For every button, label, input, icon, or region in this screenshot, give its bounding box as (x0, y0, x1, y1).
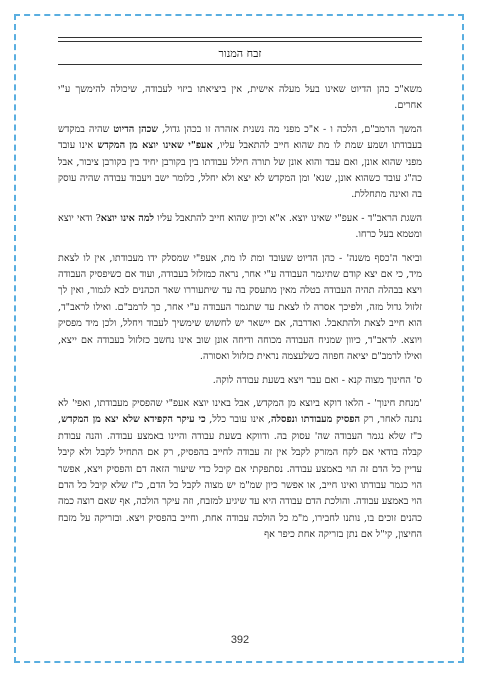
page-number: 392 (230, 634, 250, 646)
bold-run: למה אינו יוצא (100, 212, 155, 224)
text-run: שהיה במקדש בעבודתו ושמע שמת לו מת שהוא חייב להתאבל עליו, (58, 123, 423, 152)
bold-run: כי עיקר הקפידא שלא יצא מן המקדש (61, 414, 206, 426)
text-run: ס' החינוך מצוה קנא - ואם עבר ויצא בשעת עבודה לוקה. (212, 374, 422, 386)
text-run: המשך הרמב"ם, הלכה ו - א"כ מפני מה נשנית אזהרה זו בכהן גדול, (158, 123, 422, 135)
paragraph (58, 373, 422, 389)
text-run: , אינו עובר כלל, (205, 414, 271, 426)
paragraph (58, 122, 422, 204)
paragraph (58, 211, 422, 244)
text-run: וביאר ה'כסף משנה' - כהן הדיוט שעובד ומת לו מת, אעפ"י שמסלק ידו מעבודתו, אין לו לצאת מיד, כי אם יצא קודם שתיגמר העבודה ע"י אחר, נראה כמזלזל בעבודה, ועוד אם כשיפסיק העבודה ויצא בבהלה תהיה העבודה בטלה מאין מתעסק בה עד שיתעוררו שאר הכהנים לבא לגמור, ואין לך זלזול גדול מזה, ולפיכך אסרה לו לצאת עד שתגמר העבודה ע"י אחר, כך לרמב"ם. ואילו לראב"ד, הוא חייב לצאת ולהתאבל. ואדרבה, אם יישאר יש לחשוש שימשיך לעבוד ויחלל, ולכן מיד מפסיק ויוצא. לראב"ד, כיוון שמניח העבודה מכוחה ודיחה אונן שוב אינו נחשב כזלזול בעבודה אם ייצא, ואילו לרמב"ם יציאה חפוזה כשלעצמה נראית כזלזול ואסורה. (58, 252, 422, 363)
text-run: , כ"ז שלא נגמר העבודה שה' עסוק בה. ודווקא בשעת עבודה והיינו באמצע עבודה. והנה עבודת קבלה בודאי אם לקח המזרק לקבל אין זה עבודה לחייב בהפסיק, רק אם התחיל לקבל ולא קיבל עדיין כל הדם זה הוי באמצע עבודה. נסתפקתי אם קיבל כדי שיעור הזאה דם והפסיק ויצא, אפשר הוי כגמר עבודתו ואינו חייב, או אפשר כיון שמ"מ יש מצוה לקבל כל הדם, כ"ז שלא קיבל כל הדם הוי באמצע עבודה. והולכת הדם עבודה היא עד שיגיע למזבח, וזה עיקר הולכה, אף שאם רוצה כמה כהנים זוכים בו, נותנו לחבירו, מ"מ כל הולכה עבודה אחת, וחייב בהפסיק ויצא. ובזריקה על מזבח החיצון, קי"ל אם נתן בזריקה אחת כיפר אף (58, 414, 423, 541)
page-header (58, 37, 422, 71)
bold-run: שכהן הדיוט (113, 123, 159, 135)
header-rule (58, 64, 422, 65)
paragraph (58, 251, 422, 366)
text-run: משא"כ כהן הדיוט שאינו בעל מעלה אישית, אין ביציאתו ביזוי לעבודה, שיכולה להימשך ע"י אחרים. (58, 84, 422, 112)
text-run: 'מנחת חינוך' - הלאו דוקא ביוצא מן המקדש, אבל באינו יוצא אעפ"י שהפסיק מעבודתו, ואפי' לא נתנה לאחר, רק (58, 397, 423, 426)
bold-run: הפסיק מעבודתו ונפסלה (270, 414, 361, 426)
text-run: ? ודאי יוצא ומטמא בעל כרחו. (58, 212, 422, 241)
bold-run: אעפ"י שאינו יוצא מן המקדש (97, 140, 213, 152)
running-head: זבח המנור (218, 47, 262, 60)
paragraph (58, 396, 422, 544)
paragraph (58, 82, 422, 115)
text-run: אינו עובד מפני שהוא אונן, ואם עבד והוא אונן של תורה חילל עבודתו בין בקורבן יחיד בין בקורבן ציבור, אבל כה"ג עובד כשהוא אונן, שנא' ומן המקדש לא יצא ולא יחלל, כלומר ישב ויעבוד עבודה שהיה עוסק בה ואינה מתחללת. (58, 140, 422, 201)
text-run: השגת הראב"ד - אעפ"י שאינו יוצא. א"א וכיון שהוא חייב להתאבל עליו (154, 212, 423, 224)
page-body (58, 82, 422, 551)
header-double-rule (58, 37, 422, 42)
